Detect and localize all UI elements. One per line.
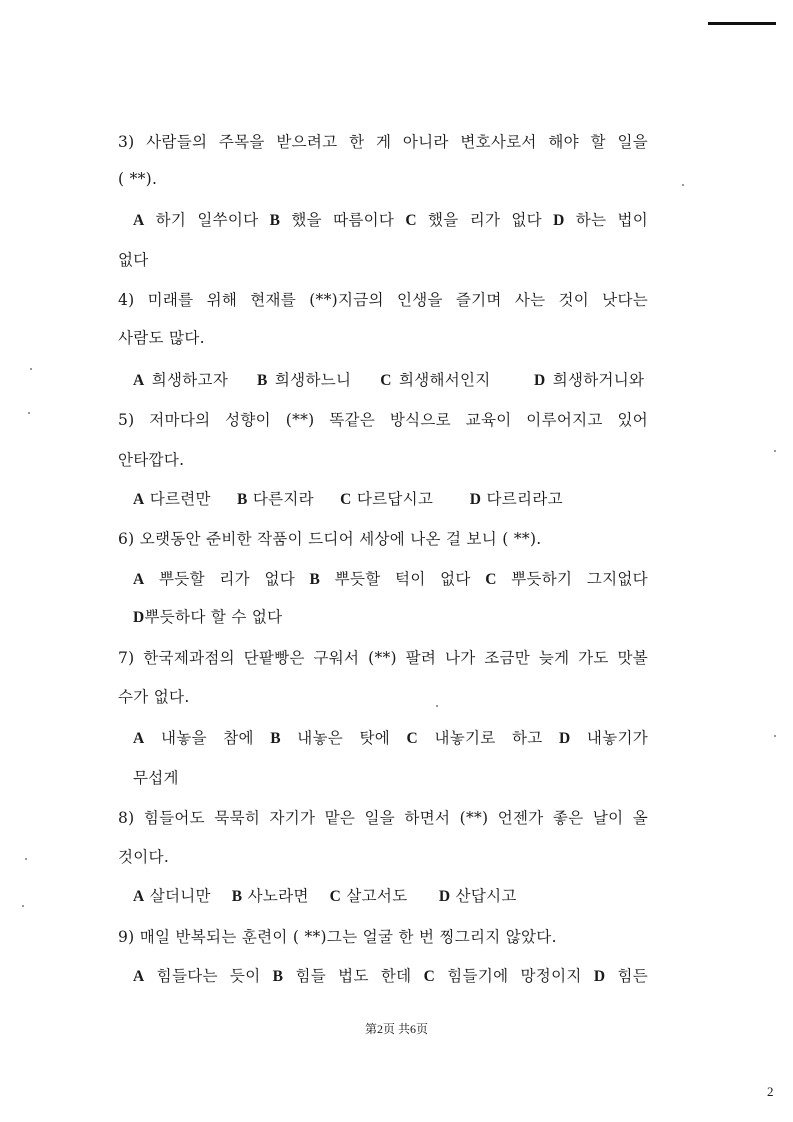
question-9-options [133, 964, 648, 986]
option-a: A 내놓을 참에 [133, 729, 254, 747]
question-4-stem: 4) 미래를 위해 현재를 (**)지금의 인생을 즐기며 사는 것이 낫다는 [118, 291, 648, 309]
option-b: B 다른지라 [236, 490, 314, 508]
option-b: B 희생하느니 [257, 371, 352, 389]
option-c: C 희생해서인지 [380, 371, 491, 389]
option-c: C 했을 리가 없다 [405, 211, 542, 229]
option-d: D 희생하거니와 [533, 371, 645, 389]
option-b: B 내놓은 탓에 [270, 729, 391, 747]
option-a: A 힘들다는 듯이 [133, 967, 261, 985]
option-c: C 힘들기에 망정이지 [423, 967, 582, 985]
option-a: A 희생하고자 [133, 371, 229, 389]
question-5-stem: 5) 저마다의 성향이 (**) 똑같은 방식으로 교육이 이루어지고 있어 [118, 411, 648, 429]
question-6-options [133, 567, 648, 589]
question-6-options-row2 [133, 605, 282, 627]
option-a: A 살더니만 [133, 887, 211, 905]
question-3-option-d-cont: 없다 [118, 251, 149, 269]
option-b: B 했을 따름이다 [269, 211, 395, 229]
scan-speck [774, 450, 776, 452]
scan-speck [30, 368, 32, 370]
option-a: A 뿌듯할 리가 없다 [133, 570, 295, 588]
option-d: D 다르리라고 [469, 490, 563, 508]
question-5-options [133, 487, 563, 509]
option-b: B 힘들 법도 한데 [272, 967, 412, 985]
option-b: B 사노라면 [231, 887, 309, 905]
page-number: 2 [767, 1084, 774, 1099]
question-7-stem: 7) 한국제과점의 단팥빵은 구워서 (**) 팔려 나가 조금만 늦게 가도 맛볼 [118, 649, 648, 667]
option-d: D 힘든 [593, 967, 649, 985]
question-8-stem: 8) 힘들어도 묵묵히 자기가 맡은 일을 하면서 (**) 언젠가 좋은 날이 올 [118, 809, 648, 827]
question-6-stem: 6) 오랫동안 준비한 작품이 드디어 세상에 나온 걸 보니 ( **). [118, 530, 542, 548]
question-3-options [133, 208, 648, 230]
question-3-stem: 3) 사람들의 주목을 받으려고 한 게 아니라 변호사로서 해야 할 일을 [118, 133, 648, 151]
scan-speck [436, 705, 438, 707]
question-4-stem-cont: 사람도 많다. [118, 329, 205, 347]
scan-speck [22, 905, 24, 907]
question-7-option-d-cont: 무섭게 [133, 769, 179, 787]
question-4-options [133, 368, 644, 390]
scan-speck [28, 412, 30, 414]
question-5-stem-cont: 안타깝다. [118, 451, 185, 469]
scan-speck [25, 858, 27, 860]
option-c: C 살고서도 [329, 887, 408, 905]
option-d: D 산답시고 [438, 887, 517, 905]
question-7-stem-cont: 수가 없다. [118, 688, 190, 706]
option-b: B 뿌듯할 턱이 없다 [309, 570, 471, 588]
top-rule [708, 22, 776, 25]
question-3-stem-cont: ( **). [118, 170, 158, 188]
question-8-stem-cont: 것이다. [118, 848, 170, 866]
page-footer: 第2页 共6页 [364, 1022, 428, 1036]
option-d: D 하는 법이 [553, 211, 649, 229]
option-d: D뿌듯하다 할 수 없다 [133, 608, 283, 626]
scan-speck [682, 184, 684, 186]
option-d: D 내놓기가 [558, 729, 648, 747]
option-a: A 하기 일쑤이다 [133, 211, 259, 229]
scan-speck [774, 735, 776, 737]
question-8-options [133, 884, 517, 906]
option-c: C 내놓기로 하고 [406, 729, 543, 747]
option-c: C 뿌듯하기 그지없다 [485, 570, 648, 588]
option-a: A 다르련만 [133, 490, 211, 508]
option-c: C 다르답시고 [340, 490, 434, 508]
question-7-options [133, 726, 648, 748]
question-9-stem: 9) 매일 반복되는 훈련이 ( **)그는 얼굴 한 번 찡그리지 않았다. [118, 928, 557, 946]
